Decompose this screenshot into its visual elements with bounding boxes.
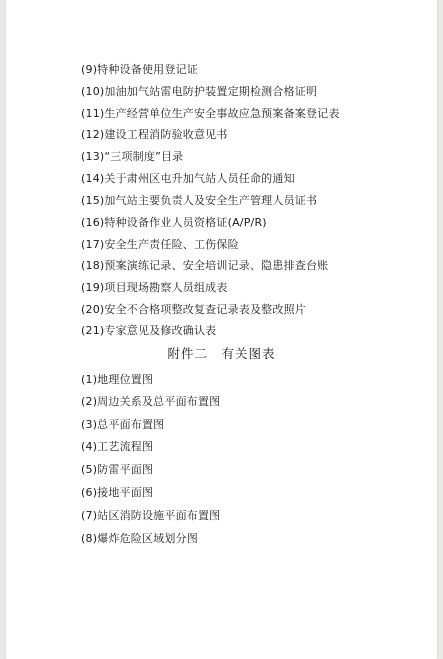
section-heading: 附件二 有关图表 bbox=[167, 346, 276, 361]
list-item: (19)项目现场勘察人员组成表 bbox=[81, 281, 228, 294]
list-item: (18)预案演练记录、安全培训记录、隐患排查台账 bbox=[81, 259, 329, 272]
list-item: (15)加气站主要负责人及安全生产管理人员证书 bbox=[81, 194, 318, 207]
list-item: (10)加油加气站雷电防护装置定期检测合格证明 bbox=[81, 85, 318, 98]
list-item: (5)防雷平面图 bbox=[81, 463, 154, 476]
list-item: (4)工艺流程图 bbox=[81, 440, 154, 453]
list-item: (20)安全不合格项整改复查记录表及整改照片 bbox=[81, 303, 306, 316]
list-item: (12)建设工程消防验收意见书 bbox=[81, 128, 228, 141]
list-item: (1)地理位置图 bbox=[81, 373, 154, 386]
list-item: (6)接地平面图 bbox=[81, 486, 154, 499]
list-item: (7)站区消防设施平面布置图 bbox=[81, 509, 221, 522]
list-item: (13)“三项制度”目录 bbox=[81, 150, 184, 163]
list-item: (16)特种设备作业人员资格证(A/P/R) bbox=[81, 216, 267, 229]
list-item: (14)关于肃州区屯升加气站人员任命的通知 bbox=[81, 172, 295, 185]
list-item: (9)特种设备使用登记证 bbox=[81, 63, 198, 76]
list-item: (8)爆炸危险区域划分图 bbox=[81, 532, 198, 545]
document-page bbox=[6, 0, 437, 659]
list-item: (11)生产经营单位生产安全事故应急预案备案登记表 bbox=[81, 107, 340, 120]
list-item: (17)安全生产责任险、工伤保险 bbox=[81, 238, 239, 251]
list-item: (3)总平面布置图 bbox=[81, 418, 165, 431]
list-item: (21)专家意见及修改确认表 bbox=[81, 324, 217, 337]
list-item: (2)周边关系及总平面布置图 bbox=[81, 395, 221, 408]
